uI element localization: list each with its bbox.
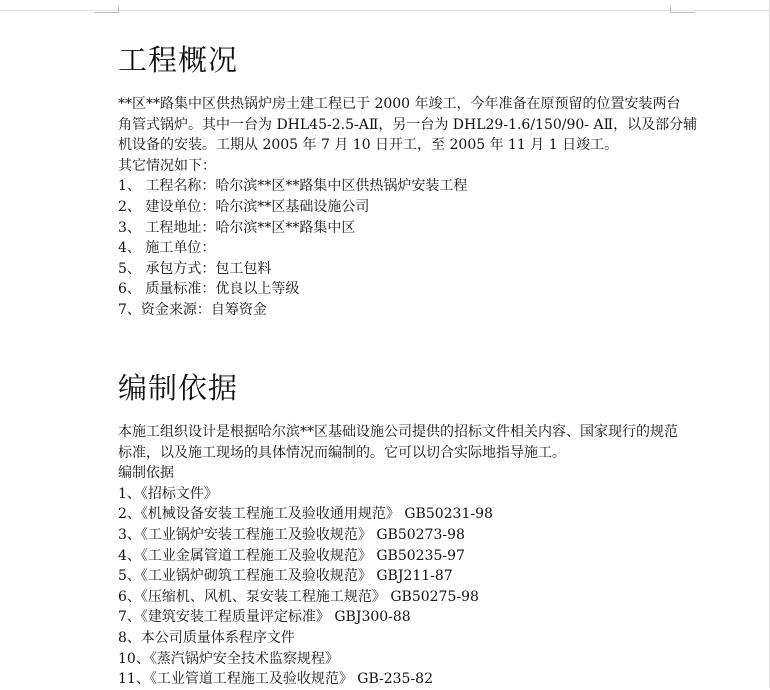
basis-list-label: 编制依据 [118,465,174,482]
basis-item: 7、《建筑安装工程质量评定标准》 GBJ300-88 [118,609,411,626]
basis-item: 5、《工业锅炉砌筑工程施工及验收规范》 GBJ211-87 [118,568,453,585]
other-info-label: 其它情况如下： [118,157,216,174]
heading-overview: 工程概况 [118,43,239,77]
overview-item: 4、 施工单位： [118,240,216,257]
basis-intro-line: 标准，以及施工现场的具体情况而编制的。它可以切合实际地指导施工。 [118,444,566,461]
overview-intro-line: 机设备的安装。工期从 2005 年 7 月 10 日开工，至 2005 年 11 月 1 日竣工。 [118,137,619,154]
basis-item: 11、《工业管道工程施工及验收规范》 GB-235-82 [118,671,433,688]
heading-basis: 编制依据 [118,371,239,405]
overview-section [118,94,698,321]
basis-item: 6、《压缩机、风机、泵安装工程施工规范》 GB50275-98 [118,588,479,605]
basis-intro-line: 本施工组织设计是根据哈尔滨**区基础设施公司提供的招标文件相关内容、国家现行的规范 [118,424,678,440]
overview-item: 5、 承包方式：包工包料 [118,260,272,277]
overview-item: 3、 工程地址：哈尔滨**区**路集中区 [118,219,356,236]
margin-corner-mark-left [94,6,119,13]
basis-item: 10、《蒸汽锅炉安全技术监察规程》 [118,650,339,667]
overview-item: 1、 工程名称：哈尔滨**区**路集中区供热锅炉安装工程 [118,178,468,195]
margin-corner-mark-right [670,6,695,13]
basis-item: 8、本公司质量体系程序文件 [118,629,295,646]
basis-item: 4、《工业金属管道工程施工及验收规范》 GB50235-97 [118,547,465,564]
overview-intro-line: 角管式锅炉。其中一台为 DHL45-2.5-AⅡ，另一台为 DHL29-1.6/150/90- AⅡ，以及部分辅 [118,116,698,133]
basis-section [118,422,683,690]
overview-item: 7、资金来源：自筹资金 [118,301,267,318]
overview-intro-line: **区**路集中区供热锅炉房土建工程已于 2000 年竣工，今年准备在原预留的位置安装两台 [118,96,681,112]
basis-item: 1、《招标文件》 [118,485,218,502]
basis-item: 3、《工业锅炉安装工程施工及验收规范》 GB50273-98 [118,526,465,543]
overview-item: 2、 建设单位：哈尔滨**区基础设施公司 [118,198,370,215]
overview-item: 6、 质量标准：优良以上等级 [118,281,300,298]
basis-item: 2、《机械设备安装工程施工及验收通用规范》 GB50231-98 [118,506,493,523]
